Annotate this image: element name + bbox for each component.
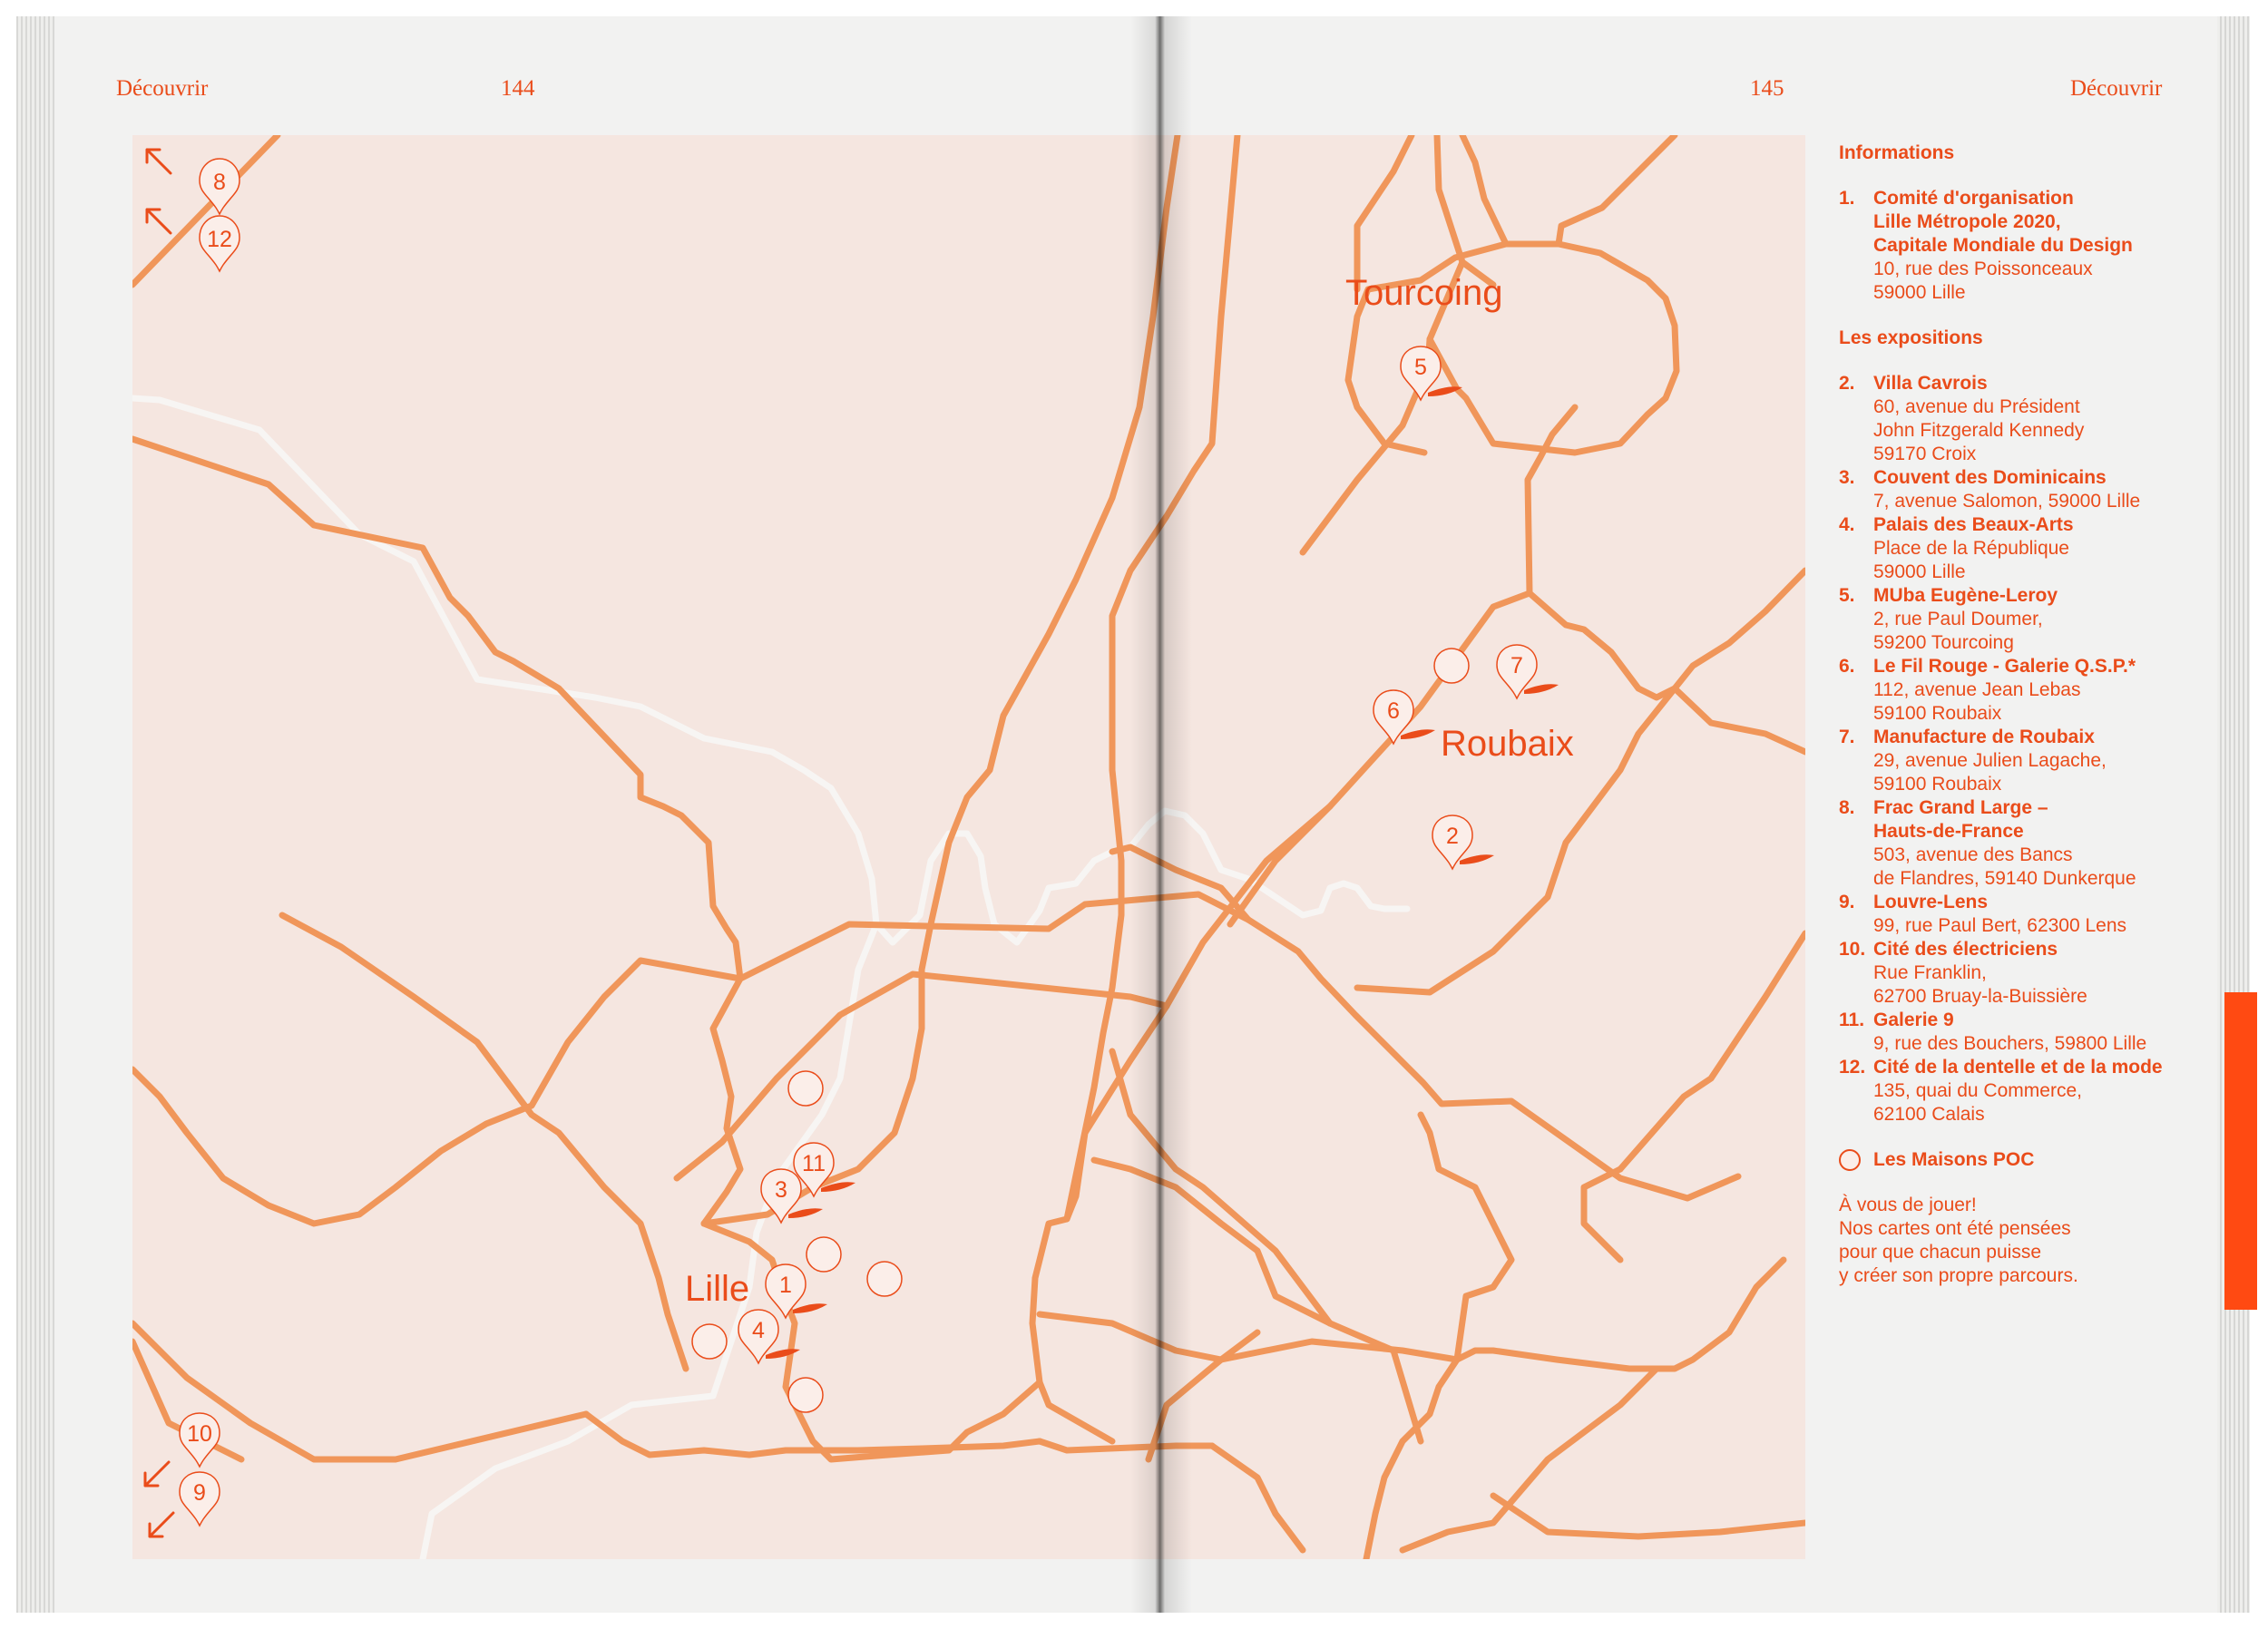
marker-number-2: 2 xyxy=(1446,824,1459,849)
item-number: 1. xyxy=(1839,188,1855,209)
book-spread xyxy=(16,16,2250,1613)
marker-number-11: 11 xyxy=(802,1151,826,1176)
list-item xyxy=(1839,1056,2229,1127)
list-item xyxy=(1839,796,2229,891)
list-item xyxy=(1839,187,2229,305)
venue-name: Frac Grand Large – Hauts-de-France xyxy=(1873,797,2048,842)
maisons-poc-label: Les Maisons POC xyxy=(1873,1149,2035,1170)
maison-poc-marker xyxy=(807,1237,841,1272)
item-number: 8. xyxy=(1839,797,1855,818)
venue-name: Villa Cavrois xyxy=(1873,373,1988,394)
venue-address: 29, avenue Julien Lagache, 59100 Roubaix xyxy=(1873,750,2107,795)
marker-number-6: 6 xyxy=(1387,698,1400,724)
venue-address: 60, avenue du Président John Fitzgerald Kennedy 59170 Croix xyxy=(1873,396,2085,464)
marker-number-12: 12 xyxy=(207,227,232,252)
venue-name: Cité des électriciens xyxy=(1873,939,2058,960)
venue-name: Manufacture de Roubaix xyxy=(1873,727,2095,747)
venue-name: Le Fil Rouge - Galerie Q.S.P.* xyxy=(1873,656,2136,677)
maison-poc-marker xyxy=(788,1378,823,1412)
informations-list xyxy=(1839,187,2229,305)
item-number: 2. xyxy=(1839,373,1855,394)
marker-number-1: 1 xyxy=(779,1273,792,1298)
maison-poc-marker xyxy=(692,1324,727,1359)
venue-address: 10, rue des Poissonceaux 59000 Lille xyxy=(1873,258,2093,303)
venue-name: Couvent des Dominicains xyxy=(1873,467,2107,488)
list-item xyxy=(1839,372,2229,466)
circle-icon xyxy=(1839,1149,1861,1171)
page-number-right: 145 xyxy=(1750,76,1784,101)
list-item xyxy=(1839,466,2229,513)
item-number: 10. xyxy=(1839,939,1866,960)
item-number: 5. xyxy=(1839,585,1855,606)
venue-name: Louvre-Lens xyxy=(1873,892,1989,912)
venue-address: 7, avenue Salomon, 59000 Lille xyxy=(1873,491,2141,512)
venue-address: 135, quai du Commerce, 62100 Calais xyxy=(1873,1080,2082,1125)
venue-name: Cité de la dentelle et de la mode xyxy=(1873,1057,2163,1078)
venue-address: 2, rue Paul Doumer, 59200 Tourcoing xyxy=(1873,609,2043,653)
venue-address: 112, avenue Jean Lebas 59100 Roubaix xyxy=(1873,679,2081,724)
expositions-list xyxy=(1839,372,2229,1127)
item-number: 11. xyxy=(1839,1010,1865,1030)
marker-number-4: 4 xyxy=(752,1318,765,1343)
section-tab-marker xyxy=(2224,992,2257,1310)
venue-address: Place de la République 59000 Lille xyxy=(1873,538,2069,582)
item-number: 9. xyxy=(1839,892,1855,912)
item-number: 3. xyxy=(1839,467,1855,488)
city-label-roubaix: Roubaix xyxy=(1441,724,1574,764)
left-page-edges xyxy=(16,16,54,1613)
page-number-left: 144 xyxy=(501,76,535,101)
venue-name: Palais des Beaux-Arts xyxy=(1873,514,2074,535)
maison-poc-marker xyxy=(867,1262,902,1296)
venue-address: 9, rue des Bouchers, 59800 Lille xyxy=(1873,1033,2147,1054)
item-number: 12. xyxy=(1839,1057,1866,1078)
item-number: 6. xyxy=(1839,656,1855,677)
venue-address: 503, avenue des Bancs de Flandres, 59140 Dunkerque xyxy=(1873,844,2136,889)
marker-number-10: 10 xyxy=(187,1421,212,1447)
maison-poc-marker xyxy=(788,1071,823,1106)
marker-number-3: 3 xyxy=(775,1177,787,1203)
venue-address: Rue Franklin, 62700 Bruay-la-Buissière xyxy=(1873,962,2087,1007)
expositions-heading: Les expositions xyxy=(1839,327,1983,348)
running-header-left: Découvrir xyxy=(116,76,209,101)
running-header-right: Découvrir xyxy=(2070,76,2163,101)
map-background xyxy=(132,135,1805,1559)
list-item xyxy=(1839,513,2229,584)
closing-text: À vous de jouer! Nos cartes ont été pensées pour que chacun puisse y créer son propre parcours. xyxy=(1839,1195,2078,1286)
marker-number-8: 8 xyxy=(213,170,226,195)
venue-name: MUba Eugène-Leroy xyxy=(1873,585,2058,606)
map-legend xyxy=(1839,141,2229,1288)
item-number: 7. xyxy=(1839,727,1855,747)
list-item xyxy=(1839,655,2229,726)
maison-poc-marker xyxy=(1434,649,1469,683)
venue-name: Galerie 9 xyxy=(1873,1010,1954,1030)
item-number: 4. xyxy=(1839,514,1855,535)
list-item xyxy=(1839,891,2229,938)
city-label-tourcoing: Tourcoing xyxy=(1345,273,1503,313)
venue-name: Comité d'organisation Lille Métropole 2020, Capitale Mondiale du Design xyxy=(1873,188,2133,256)
book-gutter-shadow xyxy=(1130,16,1192,1613)
map-canvas xyxy=(132,135,1805,1559)
marker-number-9: 9 xyxy=(193,1480,206,1506)
city-label-lille: Lille xyxy=(685,1269,750,1309)
marker-number-7: 7 xyxy=(1510,653,1523,678)
list-item xyxy=(1839,726,2229,796)
list-item xyxy=(1839,1009,2229,1056)
list-item xyxy=(1839,584,2229,655)
marker-number-5: 5 xyxy=(1414,355,1427,380)
informations-heading: Informations xyxy=(1839,142,1955,163)
list-item xyxy=(1839,938,2229,1009)
venue-address: 99, rue Paul Bert, 62300 Lens xyxy=(1873,915,2127,936)
map xyxy=(132,135,1805,1559)
maisons-poc-legend xyxy=(1839,1148,2229,1172)
